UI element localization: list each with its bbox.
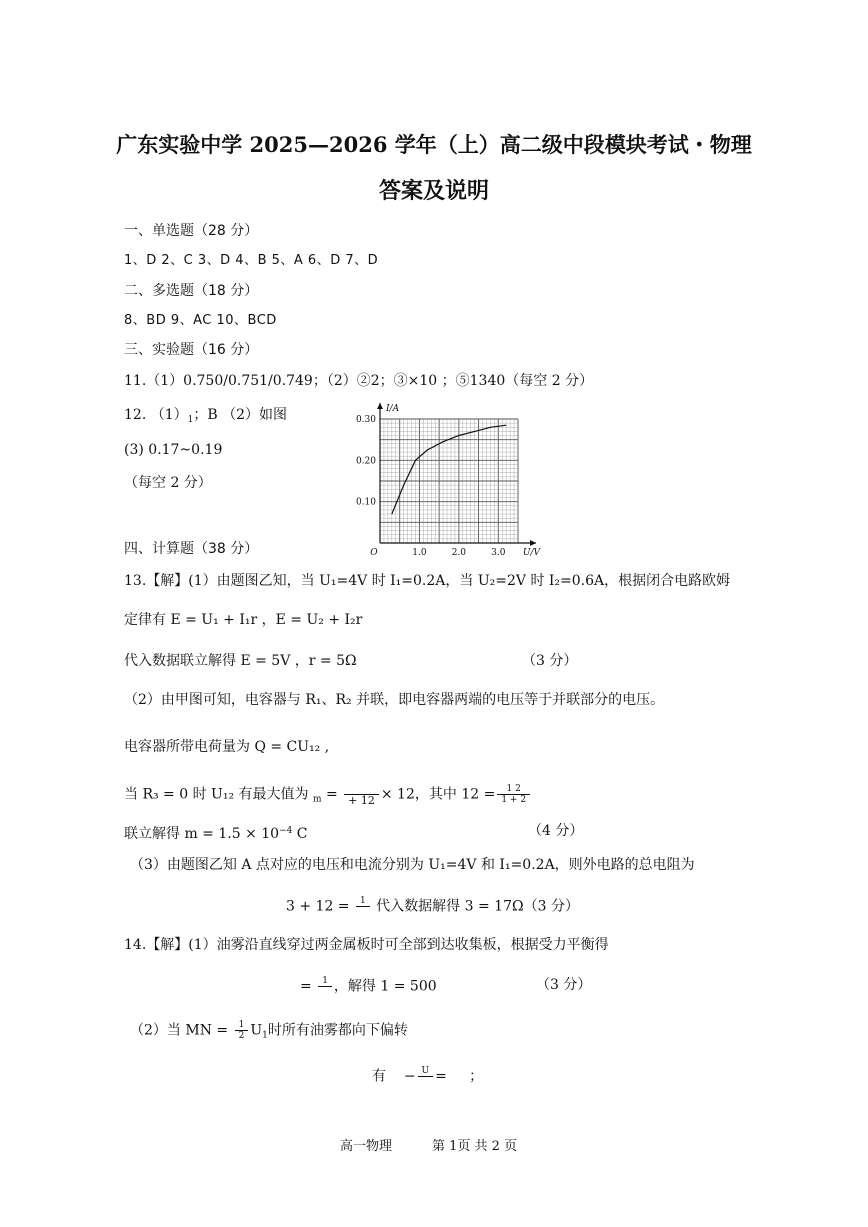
q13-l9-a: 3 + 12 =: [286, 898, 350, 915]
q13-l6-den2: 1 + 2: [501, 795, 527, 805]
q13-line3: 代入数据联立解得 E = 5V ，r = 5Ω: [124, 653, 357, 669]
section-1-heading: 一、单选题（28 分）: [124, 223, 259, 239]
q12-part3: (3) 0.17~0.19: [124, 442, 223, 458]
iu-graph: [348, 398, 548, 560]
q14-l2-b: ，解得 1 = 500: [333, 978, 437, 995]
x-tick-label: 1.0: [412, 548, 427, 558]
q14-l3-den: 2: [238, 1031, 245, 1041]
y-tick-label: 0.20: [355, 456, 376, 467]
doc-subtitle: 答案及说明: [378, 178, 489, 204]
q14-l2-a: =: [300, 978, 312, 995]
q13-line9: [286, 896, 579, 917]
graph-grid: [380, 419, 518, 543]
q14-l2-frac: [318, 976, 332, 997]
q14-l3-a: （2）当 MN =: [130, 1022, 229, 1039]
y-axis-label: I/A: [386, 404, 400, 414]
q14-l4-b: −: [403, 1068, 416, 1085]
q13-l7-unit: C: [292, 826, 308, 842]
q14-l4-frac: [418, 1066, 434, 1087]
q12-part2: ；B （2）如图: [193, 407, 288, 423]
q14-l3-c: 时所有油雾都向下偏转: [267, 1022, 408, 1039]
section-3-heading: 三、实验题（16 分）: [124, 342, 259, 358]
q13-l7-text: 联立解得 m = 1.5 × 10: [124, 826, 280, 842]
q13-l6-frac2: [497, 784, 530, 805]
origin-label: O: [370, 548, 378, 558]
section-2-heading: 二、多选题（18 分）: [124, 283, 259, 299]
q14-line1: 14.【解】(1）油雾沿直线穿过两金属板时可全部到达收集板，根据受力平衡得: [124, 937, 609, 953]
q11-answer: 11.（1）0.750/0.751/0.749；（2）②2；③×10 ；⑤1340（每空 2 分）: [124, 373, 594, 389]
q12-part1: 12. （1）: [124, 407, 188, 423]
q13-l9-frac: [356, 896, 370, 917]
section-2-answers: 8、BD 9、AC 10、BCD: [124, 313, 277, 328]
q14-line3: [130, 1020, 408, 1045]
q14-score1: （3 分）: [536, 977, 592, 993]
q14-l4-c: =: [435, 1068, 447, 1085]
q14-l3-sub: 1: [262, 1030, 268, 1041]
q12-note: （每空 2 分）: [124, 475, 212, 491]
q13-line4: （2）由甲图可知，电容器与 R₁、R₂ 并联，即电容器两端的电压等于并联部分的电压。: [124, 692, 665, 708]
q13-l6-m: m: [312, 794, 322, 805]
x-tick-label: 3.0: [491, 548, 506, 558]
y-tick-label: 0.10: [355, 497, 376, 508]
q13-line8: （3）由题图乙知 A 点对应的电压和电流分别为 U₁=4V 和 I₁=0.2A，则外电路的总电阻为: [130, 857, 695, 873]
q13-line1: 13.【解】(1）由题图乙知，当 U₁=4V 时 I₁=0.2A，当 U₂=2V 时 I₂=0.6A，根据闭合电路欧姆: [124, 573, 731, 589]
q13-line6: [124, 782, 532, 809]
q13-l6-times: × 12，其中 12 =: [380, 786, 496, 803]
q13-l6-num2: 1 2: [497, 784, 530, 795]
doc-title: 广东实验中学 2025—2026 学年（上）高二级中段模块考试・物理: [116, 132, 752, 157]
footer-subject: 高一物理: [340, 1139, 393, 1154]
q14-l4-num: U: [418, 1066, 434, 1077]
y-axis-arrow: [377, 403, 383, 409]
q13-l6-den: + 12: [348, 794, 375, 807]
q12-sub: 1: [187, 415, 194, 425]
x-axis-arrow: [530, 540, 536, 546]
section-4-heading: 四、计算题（38 分）: [124, 541, 259, 557]
q13-l9-num: 1: [356, 896, 370, 907]
q14-l4-d: ；: [469, 1068, 484, 1085]
q12-answer: [124, 406, 287, 429]
q14-line4: [372, 1066, 483, 1087]
graph-axes: [377, 403, 536, 546]
y-tick-label: 0.30: [355, 415, 376, 425]
q13-line5: 电容器所带电荷量为 Q = CU₁₂ ,: [124, 739, 330, 755]
x-tick-label: 2.0: [451, 548, 467, 558]
q14-l3-b: U: [250, 1022, 263, 1039]
q14-l3-frac: [235, 1020, 249, 1041]
q13-line7: [124, 822, 308, 843]
q13-l6-frac: [344, 782, 379, 807]
q13-score1: （3 分）: [522, 653, 578, 669]
q14-l3-num: 1: [235, 1020, 249, 1031]
x-axis-label: U/V: [522, 548, 540, 558]
q14-line2: [300, 976, 437, 997]
footer-page: 第 1页 共 2 页: [432, 1139, 518, 1154]
q13-l6-pre: 当 R₃ = 0 时 U₁₂ 有最大值为: [124, 786, 309, 803]
q13-l9-b: 代入数据解得 3 = 17Ω（3 分）: [371, 898, 579, 915]
iu-curve: [392, 425, 506, 514]
q14-l2-num: 1: [318, 976, 332, 987]
q13-score2: （4 分）: [528, 823, 584, 839]
q13-line2: 定律有 E = U₁ + I₁r ，E = U₂ + I₂r: [124, 612, 363, 628]
graph-curve: [392, 425, 506, 514]
q14-l4-a: 有: [372, 1068, 386, 1085]
q13-l7-exp: −4: [279, 826, 293, 836]
q13-l6-eq: =: [321, 786, 343, 803]
section-1-answers: 1、D 2、C 3、D 4、B 5、A 6、D 7、D: [124, 253, 379, 268]
